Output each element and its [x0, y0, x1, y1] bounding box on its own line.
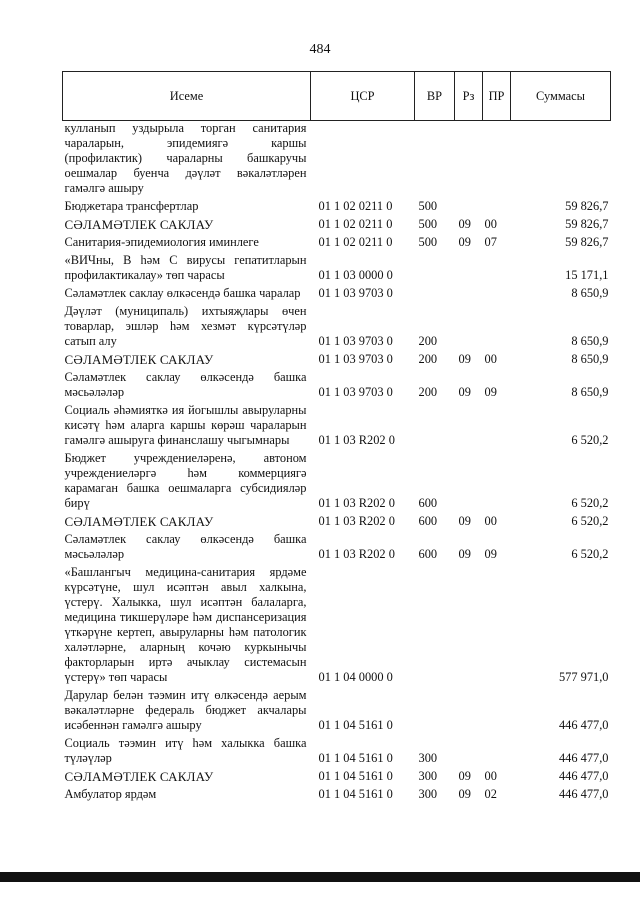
cell-sum: 8 650,9	[571, 352, 609, 366]
cell-vr: 300	[418, 769, 438, 783]
cell-name: Социаль тәэмин итү һәм халыкка башка түләүләр	[64, 736, 307, 765]
table-row	[63, 687, 611, 735]
cell-rz	[455, 252, 483, 285]
header-csr: ЦСР	[311, 72, 415, 121]
cell-csr: 01 1 02 0211 0	[318, 217, 393, 231]
cell-name: Сәламәтлек саклау өлкәсендә башка мәсьәләләр	[64, 532, 307, 561]
table-row	[63, 786, 611, 804]
cell-vr	[415, 285, 455, 303]
cell-csr: 01 1 03 9703 0	[318, 385, 393, 399]
cell-pr: 02	[484, 787, 497, 801]
table-row	[63, 369, 611, 402]
table-row	[63, 198, 611, 216]
cell-rz: 09	[458, 385, 471, 399]
table-row	[63, 768, 611, 786]
cell-csr: 01 1 04 5161 0	[318, 769, 393, 783]
cell-name: Дарулар белән тәэмин итү өлкәсендә аерым вәкаләтләрне федераль бюджет акчалары исәбеннән гамәлгә ашыру	[64, 688, 307, 732]
cell-rz: 09	[458, 235, 471, 249]
cell-name: Бюджет учреждениеләренә, автоном учреждениеләргә һәм коммерциягә карамаган башка оешмаларга субсидияләр бирү	[64, 451, 307, 510]
cell-name: СӘЛАМӘТЛЕК САКЛАУ	[64, 217, 214, 232]
cell-pr: 09	[484, 547, 497, 561]
cell-sum: 15 171,1	[565, 268, 609, 282]
cell-sum: 446 477,0	[558, 769, 609, 783]
table-row	[63, 234, 611, 252]
cell-vr: 200	[418, 352, 438, 366]
table-row	[63, 531, 611, 564]
cell-vr: 500	[418, 199, 438, 213]
cell-csr: 01 1 03 9703 0	[318, 352, 393, 366]
cell-name: кулланып уздырыла торган санитария чараларын, эпидемиягә каршы (профилактик) чараларны башкаручы оешмалар буенча дәүләт вәкаләтләрен гамәлгә ашыру	[64, 121, 307, 195]
cell-csr: 01 1 03 9703 0	[318, 334, 393, 348]
table-header	[63, 72, 611, 121]
cell-csr: 01 1 03 R202 0	[318, 547, 395, 561]
cell-pr	[483, 564, 511, 687]
cell-rz: 09	[458, 547, 471, 561]
cell-name: «Башлангыч медицина-санитария ярдәме күрсәтүне, шул исәптән авыл халкына, үстерү. Халыкка, шул исәптән балаларга, медицина тикшерүләре һәм диспансеризация үткәрүне кертеп, авыруларны һәм патологик халәтләрне, аларның кочәю куркынычы факторларын иртә ачыклау системасын үстерү» төп чарасы	[64, 565, 307, 684]
cell-rz	[455, 285, 483, 303]
page-number: 484	[309, 42, 331, 57]
cell-vr	[415, 252, 455, 285]
cell-rz	[455, 402, 483, 450]
cell-name: СӘЛАМӘТЛЕК САКЛАУ	[64, 769, 214, 784]
cell-pr	[483, 402, 511, 450]
cell-rz	[455, 735, 483, 768]
budget-table	[62, 71, 611, 804]
cell-name: Амбулатор ярдәм	[64, 787, 157, 801]
cell-name: СӘЛАМӘТЛЕК САКЛАУ	[64, 514, 214, 529]
cell-name: СӘЛАМӘТЛЕК САКЛАУ	[64, 352, 214, 367]
table-row	[63, 351, 611, 369]
table-row	[63, 252, 611, 285]
cell-pr	[483, 303, 511, 351]
cell-csr: 01 1 02 0211 0	[318, 235, 393, 249]
cell-rz	[455, 687, 483, 735]
cell-pr	[483, 285, 511, 303]
table-row	[63, 303, 611, 351]
table-row	[63, 513, 611, 531]
cell-pr	[483, 252, 511, 285]
cell-rz: 09	[458, 787, 471, 801]
cell-vr: 500	[418, 235, 438, 249]
header-vr: ВР	[415, 72, 455, 121]
cell-name: «ВИЧны, В һәм С вирусы гепатитларын профилактикалау» төп чарасы	[64, 253, 307, 282]
cell-pr: 09	[484, 385, 497, 399]
cell-pr: 00	[484, 352, 497, 366]
cell-vr: 200	[418, 334, 438, 348]
cell-sum	[511, 121, 611, 199]
cell-sum: 446 477,0	[558, 751, 609, 765]
cell-vr: 600	[418, 514, 438, 528]
cell-pr	[483, 450, 511, 513]
cell-pr	[483, 735, 511, 768]
cell-rz: 09	[458, 352, 471, 366]
cell-pr: 00	[484, 217, 497, 231]
cell-csr	[311, 121, 415, 199]
cell-rz	[455, 121, 483, 199]
cell-vr: 300	[418, 787, 438, 801]
cell-sum: 8 650,9	[571, 385, 609, 399]
cell-sum: 8 650,9	[571, 286, 609, 300]
cell-vr: 200	[418, 385, 438, 399]
cell-sum: 6 520,2	[571, 547, 609, 561]
cell-sum: 446 477,0	[558, 787, 609, 801]
cell-vr: 600	[418, 496, 438, 510]
cell-vr: 500	[418, 217, 438, 231]
table-body	[63, 121, 611, 805]
cell-pr	[483, 121, 511, 199]
table-row	[63, 402, 611, 450]
cell-pr	[483, 687, 511, 735]
cell-rz: 09	[458, 769, 471, 783]
cell-rz: 09	[458, 514, 471, 528]
cell-csr: 01 1 04 5161 0	[318, 718, 393, 732]
cell-csr: 01 1 03 R202 0	[318, 496, 395, 510]
cell-sum: 8 650,9	[571, 334, 609, 348]
bottom-scan-bar	[0, 872, 640, 882]
table-row	[63, 450, 611, 513]
table-row	[63, 735, 611, 768]
cell-vr	[415, 687, 455, 735]
cell-vr	[415, 564, 455, 687]
cell-vr	[415, 121, 455, 199]
cell-vr: 300	[418, 751, 438, 765]
cell-csr: 01 1 02 0211 0	[318, 199, 393, 213]
cell-sum: 59 826,7	[565, 199, 609, 213]
header-rz: Рз	[455, 72, 483, 121]
cell-rz: 09	[458, 217, 471, 231]
cell-rz	[455, 198, 483, 216]
cell-sum: 59 826,7	[565, 235, 609, 249]
cell-csr: 01 1 03 R202 0	[318, 433, 395, 447]
cell-csr: 01 1 03 0000 0	[318, 268, 393, 282]
cell-csr: 01 1 04 5161 0	[318, 787, 393, 801]
cell-sum: 577 971,0	[558, 670, 609, 684]
cell-name: Сәламәтлек саклау өлкәсендә башка чаралар	[64, 286, 301, 300]
header-name: Исеме	[63, 72, 311, 121]
cell-sum: 446 477,0	[558, 718, 609, 732]
cell-csr: 01 1 04 5161 0	[318, 751, 393, 765]
cell-name: Социаль әһәмияткә ия йогышлы авыруларны кисәтү һәм аларга каршы көрәш чараларын гамәлгә ашыруга финанслашу чыгымнары	[64, 403, 307, 447]
header-sum: Суммасы	[511, 72, 611, 121]
cell-name: Бюджетара трансфертлар	[64, 199, 199, 213]
cell-vr: 600	[418, 547, 438, 561]
cell-sum: 59 826,7	[565, 217, 609, 231]
cell-name: Сәламәтлек саклау өлкәсендә башка мәсьәләләр	[64, 370, 307, 399]
cell-pr: 00	[484, 514, 497, 528]
cell-pr: 07	[484, 235, 497, 249]
cell-sum: 6 520,2	[571, 433, 609, 447]
table-row	[63, 216, 611, 234]
cell-rz	[455, 564, 483, 687]
cell-sum: 6 520,2	[571, 496, 609, 510]
table-row	[63, 285, 611, 303]
table-row	[63, 121, 611, 199]
cell-name: Санитария-эпидемиология иминлеге	[64, 235, 259, 249]
cell-pr	[483, 198, 511, 216]
cell-vr	[415, 402, 455, 450]
cell-name: Дәүләт (муниципаль) ихтыяҗлары өчен товарлар, эшләр һәм хезмәт күрсәтүләр сатып алу	[64, 304, 307, 348]
cell-csr: 01 1 04 0000 0	[318, 670, 393, 684]
cell-csr: 01 1 03 9703 0	[318, 286, 393, 300]
cell-csr: 01 1 03 R202 0	[318, 514, 395, 528]
cell-pr: 00	[484, 769, 497, 783]
header-pr: ПР	[483, 72, 511, 121]
cell-sum: 6 520,2	[571, 514, 609, 528]
cell-rz	[455, 303, 483, 351]
cell-rz	[455, 450, 483, 513]
table-row	[63, 564, 611, 687]
